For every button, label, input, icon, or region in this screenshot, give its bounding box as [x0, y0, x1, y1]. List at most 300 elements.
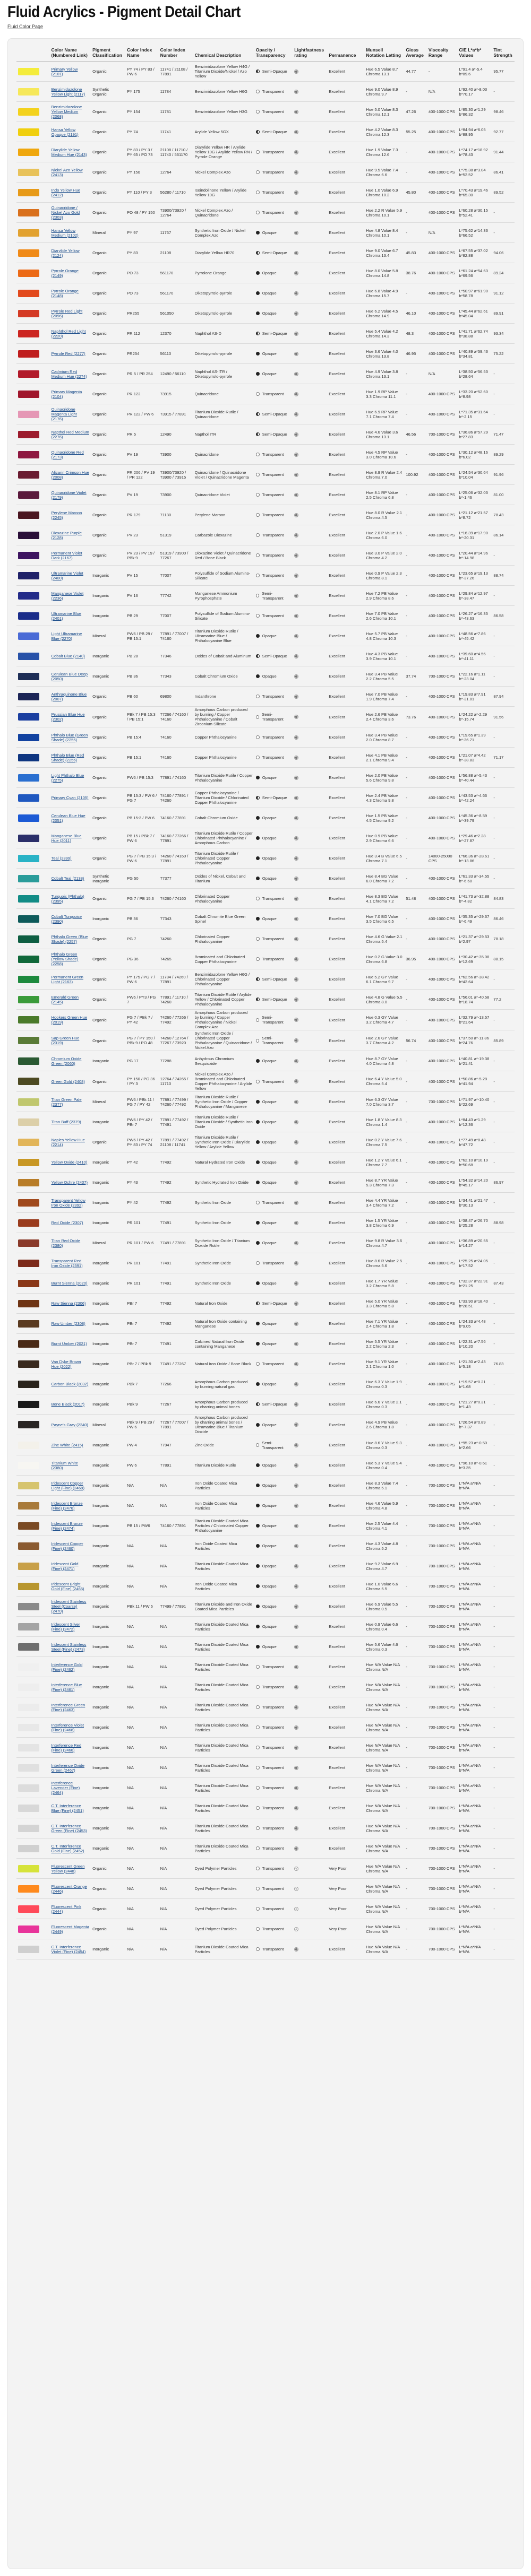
swatch-cell [16, 303, 50, 324]
color-name-link[interactable]: Iridescent Bronze (Fine) (2474) [50, 1516, 91, 1536]
opacity-label: Semi-Transparent [262, 712, 284, 722]
lightfastness-icon [294, 1038, 298, 1043]
color-name-link[interactable]: Phthalo Blue (Green Shade) (2255) [50, 727, 91, 748]
pigment-classification: Organic [91, 1919, 125, 1939]
swatch-cell [16, 1859, 50, 1879]
pigment-classification: Synthetic Organic [91, 82, 125, 102]
color-name-link[interactable]: Payne's Gray (2240) [50, 1415, 91, 1435]
color-name-link[interactable]: Interference Gold (Fine) (2462) [50, 1657, 91, 1677]
lightfastness-icon [294, 170, 298, 175]
color-index-name: PR 101 / PW 6 [125, 1233, 159, 1253]
munsell-notation: Hue 2.0 P Value 1.6 Chroma 6.0 [364, 525, 404, 545]
lightfastness-cell [293, 687, 327, 707]
lightfastness-icon [294, 1463, 298, 1468]
permanence: Excellent [327, 1253, 364, 1273]
color-name-link[interactable]: Cobalt Blue (2140) [50, 646, 91, 666]
lightfastness-cell [293, 102, 327, 122]
opacity-icon [256, 352, 260, 355]
color-swatch [18, 1643, 39, 1651]
swatch-cell [16, 1637, 50, 1657]
chemical-description: Diketopyrrolo-pyrrole [193, 283, 254, 303]
tint-strength: - [492, 1394, 515, 1415]
fluid-color-page-link[interactable]: Fluid Color Page [7, 24, 44, 29]
color-name-link[interactable]: Primary Cyan (2105) [50, 788, 91, 808]
color-swatch [18, 189, 39, 196]
munsell-notation: Hue 8.1 RP Value 2.5 Chroma 6.8 [364, 485, 404, 505]
swatch-cell [16, 606, 50, 626]
chemical-description: Quinacridone [193, 384, 254, 404]
color-name-link[interactable]: Iridescent Copper Light (Fine) (2469) [50, 1476, 91, 1496]
munsell-notation: Hue 5.6 Value 4.6 Chroma 0.3 [364, 1637, 404, 1657]
pigment-classification: Inorganic [91, 566, 125, 586]
color-index-name: PG 7 / PB 15:3 / PW 6 [125, 848, 159, 869]
color-name-link[interactable]: Raw Umber (2308) [50, 1314, 91, 1334]
chemical-description: Synthetic Iron Oxide / Chlorinated Copper Phthalocyanine / Quinacridone / Nickel Azo [193, 1030, 254, 1051]
chemical-description: Dyed Polymer Particles [193, 1919, 254, 1939]
color-name-link[interactable]: Primary Yellow (2101) [50, 62, 91, 82]
color-index-number: 77492 [159, 1193, 193, 1213]
lightfastness-icon [294, 1544, 298, 1548]
color-name-link[interactable]: Teal (2399) [50, 848, 91, 869]
color-name-link[interactable]: Interference Violet (Fine) (2468) [50, 1718, 91, 1738]
color-index-name: PR 5 [125, 424, 159, 445]
table-row [16, 1879, 515, 1899]
swatch-cell [16, 990, 50, 1010]
pigment-classification: Organic [91, 707, 125, 727]
lightfastness-cell [293, 243, 327, 263]
permanence: Excellent [327, 303, 364, 324]
color-name-link[interactable]: Napthol Red Medium (2276) [50, 424, 91, 445]
color-name-link[interactable]: Iridescent Stainless Steel (Fine) (2473) [50, 1637, 91, 1657]
opacity-icon [256, 1402, 260, 1406]
color-name-link[interactable]: Fluorescent Magenta (2449) [50, 1919, 91, 1939]
color-name-link[interactable]: Quinacridone Magenta Light (2176) [50, 404, 91, 424]
munsell-notation: Hue 6.9 RP Value 7.1 Chroma 7.4 [364, 404, 404, 424]
color-name-link[interactable]: Light Ultramarine Blue (2270) [50, 626, 91, 646]
color-name-link[interactable]: Benzimidazolone Yellow Medium (2068) [50, 102, 91, 122]
color-index-name: PY 97 [125, 223, 159, 243]
pigment-classification: Organic [91, 748, 125, 768]
swatch-cell [16, 1314, 50, 1334]
table-row [16, 990, 515, 1010]
opacity-label: Transparent [262, 1785, 284, 1790]
cie-lab-values: L*50.86 a*-5.28 b*41.94 [457, 1071, 492, 1092]
pigment-classification: Inorganic [91, 1476, 125, 1496]
color-name-link[interactable]: Van Dyke Brown Hue (2022) [50, 1354, 91, 1374]
tint-strength: - [492, 1536, 515, 1556]
opacity-label: Opaque [262, 1644, 277, 1649]
opacity-label: Transparent [262, 472, 284, 477]
color-name-link[interactable]: Iridescent Bright Gold (Fine) (2465) [50, 1576, 91, 1597]
color-name-link[interactable]: Diarylide Yellow (2124) [50, 243, 91, 263]
opacity-icon [256, 1826, 260, 1830]
color-name-link[interactable]: Primary Magenta (2104) [50, 384, 91, 404]
color-swatch [18, 1563, 39, 1570]
cie-lab-values: L*N/A a*N/A b*N/A [457, 1818, 492, 1838]
color-name-link[interactable]: Phthalo Blue (Red Shade) (2256) [50, 748, 91, 768]
column-header: Opacity / Transparency [254, 47, 293, 62]
permanence: Excellent [327, 263, 364, 283]
color-index-number: 77891 / 77492 / 77491 [159, 1112, 193, 1132]
color-name-link[interactable]: Fluorescent Green Yellow (2448) [50, 1859, 91, 1879]
viscosity-range: 700-1000 CPS [427, 1556, 458, 1576]
chemical-description: Nickel Complex Azo / Brominated and Chlorinated Copper Phthalocyanine / Arylide Yellow [193, 1071, 254, 1092]
gloss-average: - [404, 1697, 427, 1718]
color-name-link[interactable]: Raw Sienna (2306) [50, 1294, 91, 1314]
color-name-link[interactable]: Quinacridone / Nickel Azo Gold (2303) [50, 203, 91, 223]
table-row [16, 303, 515, 324]
opacity-icon [256, 1725, 260, 1729]
opacity-label: Semi-Opaque [262, 129, 287, 134]
lightfastness-icon [294, 816, 298, 820]
color-name-link[interactable]: C.T. Interference Violet (Fine) (2454) [50, 1939, 91, 1959]
color-name-link[interactable]: Titan Red Oxide (2380) [50, 1233, 91, 1253]
chemical-description: Titanium Dioxide Rutile [193, 1455, 254, 1476]
opacity-cell [254, 1718, 293, 1738]
munsell-notation: Hue N/A Value N/A Chroma N/A [364, 1818, 404, 1838]
cie-lab-values: L*N/A a*N/A b*N/A [457, 1476, 492, 1496]
color-swatch [18, 774, 39, 782]
cie-lab-values: L*21.37 a*-29.53 b*2.97 [457, 929, 492, 949]
chemical-description: Manganese Ammonium Pyrophosphate [193, 586, 254, 606]
viscosity-range: 700-1000 CPS [427, 1778, 458, 1798]
lightfastness-cell [293, 788, 327, 808]
lightfastness-cell [293, 1173, 327, 1193]
lightfastness-cell [293, 1030, 327, 1051]
pigment-classification: Inorganic [91, 1273, 125, 1294]
color-name-link[interactable]: Phthalo Green (Yellow Shade) (2258) [50, 949, 91, 969]
tint-strength: 86.41 [492, 162, 515, 183]
color-name-link[interactable]: Pyrrole Red Light (2096) [50, 303, 91, 324]
color-name-link[interactable]: Iridescent Stainless Steel (Coarse) (2470) [50, 1597, 91, 1617]
color-name-link[interactable]: Burnt Umber (2021) [50, 1334, 91, 1354]
color-index-number: 561170 [159, 283, 193, 303]
color-name-link[interactable]: Ultramarine Blue (2401) [50, 606, 91, 626]
table-row [16, 1778, 515, 1798]
column-header: Tint Strength [492, 47, 515, 62]
color-name-link[interactable]: Fluorescent Pink (2444) [50, 1899, 91, 1919]
column-header: Viscosity Range [427, 47, 458, 62]
color-name-link[interactable]: Permanent Violet Dark (2167) [50, 545, 91, 566]
color-index-name: PV 23 / PV 19 / PBk 9 [125, 545, 159, 566]
gloss-average: - [404, 1778, 427, 1798]
lightfastness-icon [294, 533, 298, 537]
color-name-link[interactable]: Ultramarine Violet (2400) [50, 566, 91, 586]
lightfastness-icon [294, 1402, 298, 1407]
table-row [16, 545, 515, 566]
munsell-notation: Hue 1.9 Value 7.3 Chroma 12.6 [364, 142, 404, 162]
color-name-link[interactable]: Quinacridone Violet (2179) [50, 485, 91, 505]
color-name-link[interactable]: Yellow Ochre (2407) [50, 1173, 91, 1193]
color-name-link[interactable]: Carbon Black (2032) [50, 1374, 91, 1394]
opacity-label: Opaque [262, 816, 277, 820]
opacity-icon [256, 311, 260, 315]
color-name-link[interactable]: Turquois (Phthalo) (2395) [50, 889, 91, 909]
chemical-description: Quinacridone Violet [193, 485, 254, 505]
swatch-cell [16, 788, 50, 808]
color-name-link[interactable]: Interference Green (Fine) (2463) [50, 1697, 91, 1718]
color-name-link[interactable]: Dioxazine Purple (2128) [50, 525, 91, 545]
cie-lab-values: L*25.06 a*32.03 b*-1.46 [457, 485, 492, 505]
color-name-link[interactable]: Perylene Maroon (2245) [50, 505, 91, 525]
table-row [16, 1516, 515, 1536]
opacity-label: Transparent [262, 957, 284, 961]
table-row [16, 62, 515, 82]
color-name-link[interactable]: Phthalo Green (Blue Shade) (2257) [50, 929, 91, 949]
chemical-description: Nickel Complex Azo / Quinacridone [193, 203, 254, 223]
color-name-link[interactable]: Iridescent Copper (Fine) (2460) [50, 1536, 91, 1556]
color-name-link[interactable]: Interference Oxide Green (2467) [50, 1758, 91, 1778]
cie-lab-values: L*35.35 a*-29.67 b*-6.49 [457, 909, 492, 929]
opacity-label: Transparent [262, 1745, 284, 1750]
color-name-link[interactable]: Sap Green Hue (2319) [50, 1030, 91, 1051]
color-index-number: 77007 [159, 606, 193, 626]
cie-lab-values: L*77.49 a*8.48 b*47.72 [457, 1132, 492, 1152]
opacity-icon [256, 231, 260, 235]
table-row [16, 203, 515, 223]
color-name-link[interactable]: Burnt Sienna (2020) [50, 1273, 91, 1294]
permanence: Excellent [327, 1818, 364, 1838]
color-name-link[interactable]: C.T. Interference Green (Fine) (2453) [50, 1818, 91, 1838]
swatch-cell [16, 1738, 50, 1758]
color-name-link[interactable]: Titanium White (2380) [50, 1455, 91, 1476]
color-name-link[interactable]: Green Gold (2408) [50, 1071, 91, 1092]
gloss-average: - [404, 1112, 427, 1132]
cie-lab-values: L*32.79 a*-13.57 b*21.64 [457, 1010, 492, 1030]
tint-strength: 76.83 [492, 1354, 515, 1374]
color-name-link[interactable]: Hookers Green Hue (2019) [50, 1010, 91, 1030]
viscosity-range: 400-1000 CPS [427, 183, 458, 203]
opacity-cell [254, 344, 293, 364]
opacity-icon [256, 291, 260, 295]
munsell-notation: Hue 5.0 Value 8.3 Chroma 12.1 [364, 102, 404, 122]
tint-strength: - [492, 1718, 515, 1738]
opacity-label: Opaque [262, 876, 277, 881]
color-index-name: PV 19 [125, 485, 159, 505]
lightfastness-icon [294, 1302, 298, 1306]
opacity-icon [256, 1382, 260, 1386]
chemical-description: Chlorinated Copper Phthalocyanine [193, 889, 254, 909]
tint-strength: 91.96 [492, 465, 515, 485]
munsell-notation: Hue 4.8 Value 8.4 Chroma 10.1 [364, 223, 404, 243]
opacity-icon [256, 796, 260, 800]
gloss-average: 44.77 [404, 62, 427, 82]
swatch-cell [16, 768, 50, 788]
color-name-link[interactable]: Red Oxide (2307) [50, 1213, 91, 1233]
opacity-label: Semi-Opaque [262, 331, 287, 336]
cie-lab-values: L*95.23 a*-0.50 b*2.66 [457, 1435, 492, 1455]
color-name-link[interactable]: Hansa Yellow Opaque (2191) [50, 122, 91, 142]
color-swatch [18, 128, 39, 136]
color-name-link[interactable]: Emerald Green (2145) [50, 990, 91, 1010]
color-name-link[interactable]: Iridescent Bronze (Fine) (2476) [50, 1496, 91, 1516]
swatch-cell [16, 505, 50, 525]
pigment-classification: Inorganic [91, 1334, 125, 1354]
color-name-link[interactable]: Prussian Blue Hue (2302) [50, 707, 91, 727]
color-name-link[interactable]: Indo Yellow Hue (2412) [50, 183, 91, 203]
lightfastness-icon [294, 372, 298, 376]
color-name-link[interactable]: C.T. Interference Gold (Fine) (2452) [50, 1838, 91, 1859]
color-swatch [18, 1442, 39, 1449]
opacity-cell [254, 364, 293, 384]
chemical-description: Synthetic Iron Oxide [193, 1273, 254, 1294]
color-index-name: N/A [125, 1738, 159, 1758]
gloss-average: - [404, 606, 427, 626]
tint-strength: - [492, 1193, 515, 1213]
color-index-number: 77947 [159, 1435, 193, 1455]
chemical-description: Titanium Dioxide Rutile / Titanium Dioxide / Synthetic Iron Oxide [193, 1112, 254, 1132]
pigment-classification: Inorganic [91, 1112, 125, 1132]
viscosity-range: 400-1000 CPS [427, 1051, 458, 1071]
color-swatch [18, 1118, 39, 1126]
chemical-description: Natural Iron Oxide [193, 1294, 254, 1314]
color-index-number: 77346 [159, 646, 193, 666]
viscosity-range: 400-1000 CPS [427, 1132, 458, 1152]
color-name-link[interactable]: Interference Lavender (Fine) (2464) [50, 1778, 91, 1798]
tint-strength: 95.77 [492, 62, 515, 82]
color-index-name: PR 5 / PR 254 [125, 364, 159, 384]
opacity-icon [256, 90, 260, 93]
munsell-notation: Hue 8.3 BG Value 4.1 Chroma 7.2 [364, 889, 404, 909]
color-name-link[interactable]: Cadmium Red Medium Hue (2274) [50, 364, 91, 384]
munsell-notation: Hue N/A Value N/A Chroma N/A [364, 1899, 404, 1919]
opacity-cell [254, 768, 293, 788]
color-name-link[interactable]: Pyrrole Red (2277) [50, 344, 91, 364]
color-name-link[interactable]: Fluorescent Orange (2446) [50, 1879, 91, 1899]
opacity-cell [254, 1798, 293, 1818]
gloss-average: - [404, 1071, 427, 1092]
chemical-description: Iron Oxide Coated Mica Particles [193, 1536, 254, 1556]
viscosity-range: 400-1000 CPS [427, 909, 458, 929]
permanence: Very Poor [327, 1879, 364, 1899]
color-name-link[interactable]: Manganese Violet (2236) [50, 586, 91, 606]
color-swatch [18, 1845, 39, 1852]
swatch-cell [16, 424, 50, 445]
color-index-name: PY 175 [125, 82, 159, 102]
color-name-link[interactable]: Interference Blue (Fine) (2461) [50, 1677, 91, 1697]
table-row [16, 566, 515, 586]
tint-strength: - [492, 1657, 515, 1677]
color-name-link[interactable]: Quinacridone Red (2173) [50, 445, 91, 465]
color-name-link[interactable]: Pyrrole Orange (2148) [50, 283, 91, 303]
color-name-link[interactable]: Titan Buff (2379) [50, 1112, 91, 1132]
lightfastness-cell [293, 1294, 327, 1314]
color-index-number: 21108 [159, 243, 193, 263]
gloss-average: - [404, 1899, 427, 1919]
lightfastness-cell [293, 707, 327, 727]
color-swatch [18, 572, 39, 579]
color-index-number: N/A [159, 1677, 193, 1697]
color-index-name: PV 15 [125, 566, 159, 586]
table-row [16, 1213, 515, 1233]
color-name-link[interactable]: Bone Black (2017) [50, 1394, 91, 1415]
lightfastness-icon [294, 1382, 298, 1386]
color-name-link[interactable]: Permanent Green Light (2163) [50, 969, 91, 990]
permanence: Excellent [327, 828, 364, 848]
color-swatch [18, 330, 39, 337]
color-name-link[interactable]: Transparent Red Iron Oxide (2391) [50, 1253, 91, 1273]
color-name-link[interactable]: Diarylide Yellow Medium Hue (2143) [50, 142, 91, 162]
color-index-number: 71130 [159, 505, 193, 525]
table-row [16, 707, 515, 727]
color-name-link[interactable]: Naples Yellow Hue (2214) [50, 1132, 91, 1152]
color-name-link[interactable]: Iridescent Silver (Fine) (2472) [50, 1617, 91, 1637]
tint-strength: - [492, 727, 515, 748]
pigment-classification: Organic [91, 1010, 125, 1030]
color-name-link[interactable]: Cerulean Blue Deep (2050) [50, 666, 91, 687]
chemical-description: Carbazole Dioxazine [193, 525, 254, 545]
color-name-link[interactable]: Cobalt Turquoise (2390) [50, 909, 91, 929]
tint-strength: 78.18 [492, 929, 515, 949]
color-index-number: 77377 [159, 869, 193, 889]
chemical-description: Polysulfide of Sodium Alumino-Silicate [193, 606, 254, 626]
munsell-notation: Hue 4.2 Value 8.3 Chroma 12.3 [364, 122, 404, 142]
chemical-description: Diketopyrrolo-pyrrole [193, 344, 254, 364]
pigment-classification: Organic [91, 545, 125, 566]
color-index-name: PY 42 [125, 1193, 159, 1213]
table-row [16, 1758, 515, 1778]
opacity-cell [254, 183, 293, 203]
color-name-link[interactable]: Transparent Yellow Iron Oxide (2392) [50, 1193, 91, 1213]
color-name-link[interactable]: Anthraquinone Blue (2007) [50, 687, 91, 707]
tint-strength: - [492, 364, 515, 384]
opacity-icon [256, 251, 260, 255]
color-name-link[interactable]: Yellow Oxide (2410) [50, 1152, 91, 1173]
column-header: Lightfastness rating [293, 47, 327, 62]
color-index-name: N/A [125, 1536, 159, 1556]
color-name-link[interactable]: Naphthol Red Light (2220) [50, 324, 91, 344]
swatch-cell [16, 1010, 50, 1030]
opacity-icon [256, 1080, 260, 1083]
color-name-link[interactable]: Iridescent Gold (Fine) (2471) [50, 1556, 91, 1576]
color-name-link[interactable]: Nickel Azo Yellow (2413) [50, 162, 91, 183]
cie-lab-values: L*38.50 a*56.53 b*28.64 [457, 364, 492, 384]
color-swatch [18, 996, 39, 1003]
viscosity-range: 400-1000 CPS [427, 1374, 458, 1394]
chemical-description: Synthetic Iron Oxide [193, 1193, 254, 1213]
color-name-link[interactable]: Interference Red (Fine) (2466) [50, 1738, 91, 1758]
swatch-cell [16, 626, 50, 646]
color-index-number: 77343 [159, 909, 193, 929]
opacity-cell [254, 1294, 293, 1314]
page-title: Fluid Acrylics - Pigment Detail Chart [7, 3, 241, 21]
opacity-label: Opaque [262, 1523, 277, 1528]
opacity-cell [254, 606, 293, 626]
permanence: Excellent [327, 1455, 364, 1476]
color-name-link[interactable]: Cerulean Blue Hue (2051) [50, 808, 91, 828]
color-name-link[interactable]: Chromium Oxide Green (2060) [50, 1051, 91, 1071]
color-name-link[interactable]: Titan Green Pale (2377) [50, 1092, 91, 1112]
color-name-link[interactable]: Pyrrole Orange (2149) [50, 263, 91, 283]
color-index-number: 74160 / 77266 / 77891 [159, 828, 193, 848]
lightfastness-icon [294, 1887, 298, 1891]
table-row [16, 1697, 515, 1718]
permanence: Excellent [327, 646, 364, 666]
color-name-link[interactable]: Manganese Blue Hue (2011) [50, 828, 91, 848]
color-name-link[interactable]: Light Phthalo Blue (2275) [50, 768, 91, 788]
lightfastness-cell [293, 1394, 327, 1415]
color-name-link[interactable]: Cobalt Teal (2138) [50, 869, 91, 889]
opacity-label: Opaque [262, 836, 277, 840]
color-name-link[interactable]: Zinc White (2415) [50, 1435, 91, 1455]
color-index-name: PY 154 [125, 102, 159, 122]
opacity-icon [256, 1100, 260, 1104]
color-name-link[interactable]: Benzimidazolone Yellow Light (2117) [50, 82, 91, 102]
color-name-link[interactable]: C.T. Interference Blue (Fine) (2451) [50, 1798, 91, 1818]
color-name-link[interactable]: Alizarin Crimson Hue (2008) [50, 465, 91, 485]
munsell-notation: Hue 9.0 Value 8.9 Chroma 9.7 [364, 82, 404, 102]
color-name-link[interactable]: Hansa Yellow Medium (2102) [50, 223, 91, 243]
